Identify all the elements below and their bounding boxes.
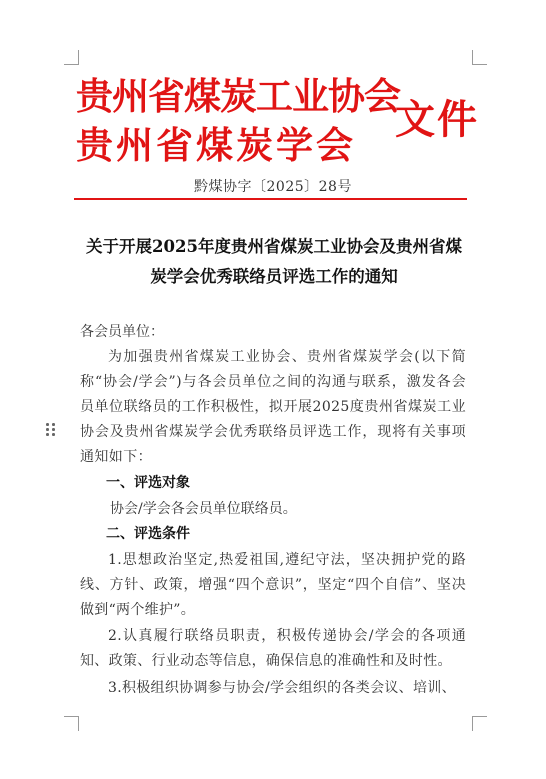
criteria-item-1[interactable]: 1.思想政治坚定,热爱祖国,遵纪守法，坚决拥护党的路线、方针、政策，增强“四个意识”，坚定“四个自信”、坚决做到“两个维护”。: [80, 552, 466, 618]
crop-mark-bottom-right: [472, 716, 487, 731]
red-separator-line: [74, 198, 467, 200]
crop-mark-top-right: [472, 50, 487, 65]
issuer-name-2: 贵州省煤炭学会: [76, 123, 356, 167]
criteria-item-3[interactable]: 3.积极组织协调参与协会/学会组织的各类会议、培训、: [108, 680, 456, 696]
issuer-name-1: 贵州省煤炭工业协会: [76, 74, 400, 118]
section-2-heading[interactable]: 二、评选条件: [106, 526, 190, 542]
crop-mark-bottom-left: [64, 716, 79, 731]
section-1-heading[interactable]: 一、评选对象: [106, 475, 190, 491]
criteria-item-2[interactable]: 2.认真履行联络员职责，积极传递协会/学会的各项通知、政策、行业动态等信息，确保信息的准确性和及时性。: [80, 628, 466, 669]
section-1-text[interactable]: 协会/学会各会员单位联络员。: [110, 501, 297, 517]
crop-mark-top-left: [64, 50, 79, 65]
notice-title[interactable]: 关于开展2025年度贵州省煤炭工业协会及贵州省煤炭学会优秀联络员评选工作的通知: [86, 237, 462, 286]
document-word: 文件: [395, 96, 479, 143]
drag-handle-icon[interactable]: [46, 423, 56, 439]
document-number: 黔煤协字〔2025〕28号: [194, 179, 352, 195]
salutation[interactable]: 各会员单位：: [80, 324, 164, 340]
intro-paragraph[interactable]: 为加强贵州省煤炭工业协会、贵州省煤炭学会(以下简称“协会/学会”)与各会员单位之间的沟通与联系，激发各会员单位联络员的工作积极性，拟开展2025度贵州省煤炭工业协会及贵州省煤炭学会优秀联络员评选工作，现将有关事项通知如下：: [80, 349, 466, 465]
